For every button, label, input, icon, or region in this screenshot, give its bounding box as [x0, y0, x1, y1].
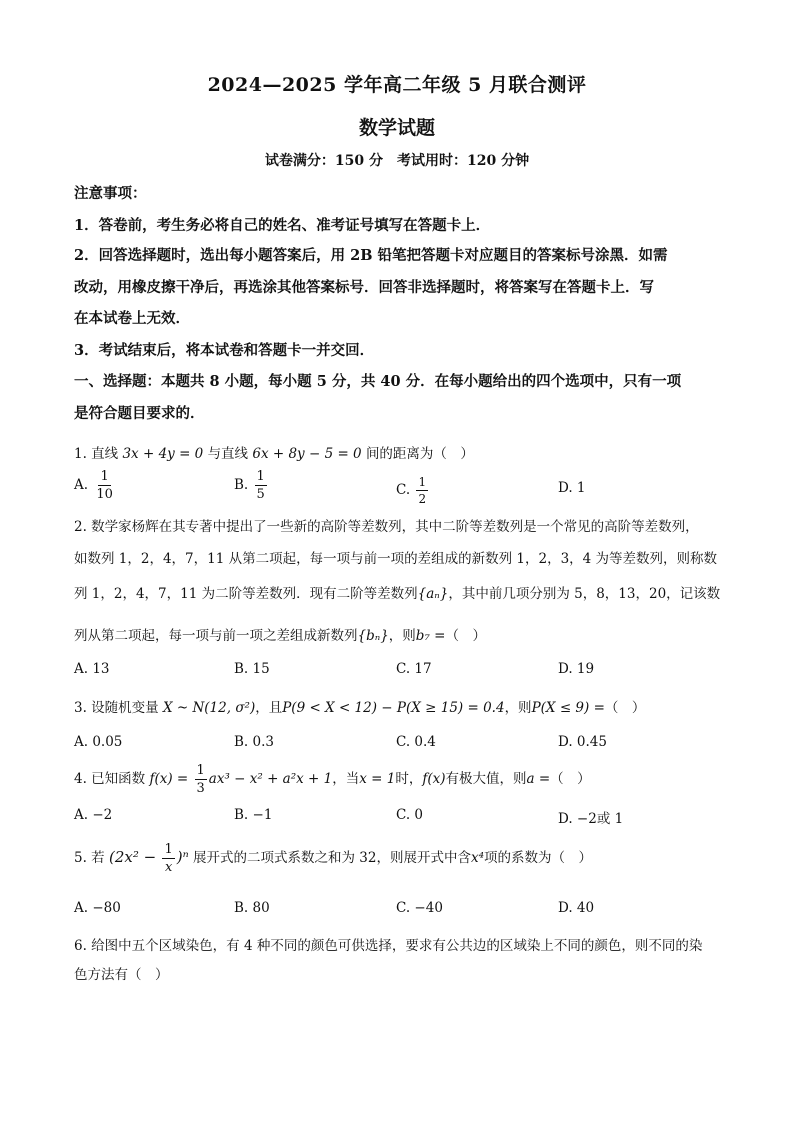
- question-2-line-4: 列从第二项起，每一项与前一项之差组成新数列{bₙ}，则b₇ =（ ）: [74, 628, 486, 644]
- note-3: 3．考试结束后，将本试卷和答题卡一并交回．: [74, 342, 375, 359]
- note-2-line-2: 改动，用橡皮擦干净后，再选涂其他答案标号．回答非选择题时，将答案写在答题卡上．写: [74, 279, 654, 296]
- question-6-line-1: 6. 给图中五个区域染色，有 4 种不同的颜色可供选择，要求有公共边的区域染上不同的颜色，则不同的染: [74, 938, 703, 954]
- exam-info: 试卷满分：150 分 考试用时：120 分钟: [264, 153, 530, 169]
- q2-option-d: D. 19: [558, 661, 595, 677]
- equation-line-1: 3x + 4y = 0: [122, 446, 204, 462]
- question-1: 1. 直线 3x + 4y = 0 与直线 6x + 8y − 5 = 0 间的距离为（ ）: [74, 446, 474, 462]
- note-2-line-3: 在本试卷上无效．: [74, 310, 190, 327]
- note-2-line-1: 2．回答选择题时，选出每小题答案后，用 2B 铅笔把答题卡对应题目的答案标号涂黑．如需: [74, 247, 668, 264]
- question-5: 5. 若 (2x² − $\frac{1}{x}$ )ⁿ 展开式的二项式系数之和为 32，则展开式中含x⁴项的系数为（ ）: [74, 842, 593, 875]
- q2-option-c: C. 17: [396, 661, 432, 677]
- q1-option-b: B. $\frac{1}{5}$: [234, 469, 265, 502]
- subject-title: 数学试题: [358, 117, 435, 139]
- question-6-line-2: 色方法有（ ）: [74, 967, 169, 983]
- notes-heading: 注意事项：: [74, 185, 147, 202]
- q2-option-b: B. 15: [234, 661, 270, 677]
- question-2-line-2: 如数列 1，2，4，7，11 从第二项起，每一项与前一项的差组成的新数列 1，2，3，4 为等差数列，则称数: [74, 551, 718, 567]
- q4-option-a: A. −2: [74, 807, 113, 823]
- q4-option-b: B. −1: [234, 807, 273, 823]
- q5-option-b: B. 80: [234, 900, 270, 916]
- q5-option-a: A. −80: [74, 900, 121, 916]
- q3-option-c: C. 0.4: [396, 734, 436, 750]
- section-heading-line-2: 是符合题目要求的．: [74, 405, 205, 422]
- q1-option-c: C. $\frac{1}{2}$: [396, 475, 427, 506]
- exam-title: 2024—2025 学年高二年级 5 月联合测评: [207, 74, 587, 96]
- q3-option-d: D. 0.45: [558, 734, 607, 750]
- question-2-line-1: 2. 数学家杨辉在其专著中提出了一些新的高阶等差数列，其中二阶等差数列是一个常见的高阶等差数列，: [74, 519, 699, 535]
- q3-option-a: A. 0.05: [74, 734, 123, 750]
- q2-option-a: A. 13: [74, 661, 110, 677]
- q4-option-d: D. −2或 1: [558, 811, 624, 827]
- q1-option-a: A. $\frac{1}{10}$: [74, 469, 113, 502]
- q5-option-d: D. 40: [558, 900, 595, 916]
- q5-option-c: C. −40: [396, 900, 443, 916]
- equation-line-2: 6x + 8y − 5 = 0: [252, 446, 362, 462]
- note-1: 1．答卷前，考生务必将自己的姓名、准考证号填写在答题卡上．: [74, 217, 491, 234]
- question-2-line-3: 列 1，2，4，7，11 为二阶等差数列．现有二阶等差数列{aₙ}，其中前几项分别为 5，8，13，20，记该数: [74, 586, 721, 602]
- q3-option-b: B. 0.3: [234, 734, 274, 750]
- question-3: 3. 设随机变量 X ~ N(12, σ²)，且P(9 < X < 12) − P(X ≥ 15) = 0.4，则P(X ≤ 9) =（ ）: [74, 700, 646, 716]
- question-4: 4. 已知函数 f(x) = $\frac{1}{3}$ ax³ − x² + a²x + 1，当x = 1时，f(x)有极大值，则a =（ ）: [74, 763, 591, 796]
- q4-option-c: C. 0: [396, 807, 424, 823]
- section-heading-line-1: 一、选择题：本题共 8 小题，每小题 5 分，共 40 分．在每小题给出的四个选项中，只有一项: [74, 373, 682, 390]
- q1-option-d: D. 1: [558, 480, 586, 496]
